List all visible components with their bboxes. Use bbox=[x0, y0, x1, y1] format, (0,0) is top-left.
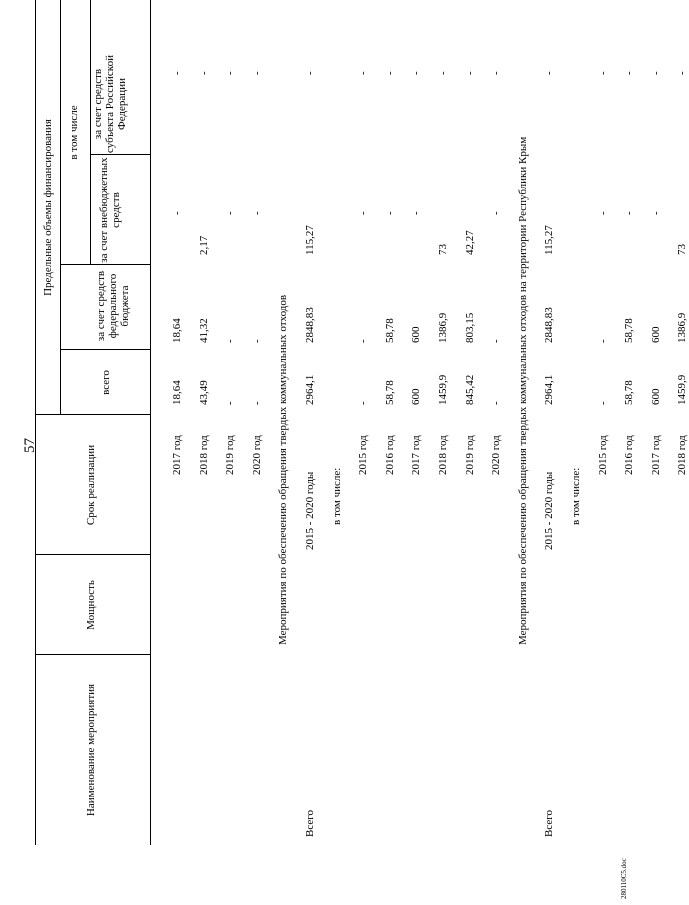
cell-extra: - bbox=[357, 71, 370, 75]
cell-extra: - bbox=[197, 71, 210, 75]
cell-extra: - bbox=[383, 71, 396, 75]
header-federal: за счет средств федерального бюджета bbox=[95, 270, 131, 342]
cell-regional: 115,27 bbox=[304, 225, 316, 255]
cell-period: 2019 год bbox=[224, 435, 237, 475]
cell-regional: 2,17 bbox=[197, 235, 210, 255]
cell-period: 2020 год bbox=[250, 435, 263, 475]
cell-total: - bbox=[250, 401, 263, 405]
cell-extra: - bbox=[304, 71, 316, 75]
cell-federal: 2848,83 bbox=[543, 307, 556, 343]
cell-federal: 803,15 bbox=[463, 312, 476, 343]
cell-total: 43,49 bbox=[197, 380, 210, 405]
cell-extra: - bbox=[410, 71, 423, 75]
cell-federal: - bbox=[224, 339, 237, 343]
cell-federal: 2848,83 bbox=[304, 307, 316, 343]
cell-name: Всего bbox=[543, 810, 556, 837]
cell-period: 2017 год bbox=[649, 435, 662, 475]
cell-period: 2018 год bbox=[437, 435, 449, 475]
cell-regional: - bbox=[596, 211, 609, 215]
cell-federal: - bbox=[250, 339, 263, 343]
cell-period: 2018 год bbox=[197, 435, 210, 475]
cell-regional: - bbox=[171, 211, 183, 215]
cell-federal: 600 bbox=[410, 326, 423, 343]
cell-period: 2015 год bbox=[357, 435, 370, 475]
cell-regional: - bbox=[623, 211, 636, 215]
cell-period: 2017 год bbox=[410, 435, 423, 475]
cell-total: 600 bbox=[410, 388, 423, 405]
cell-federal: 58,78 bbox=[383, 318, 396, 343]
header-capacity: Мощность bbox=[85, 580, 97, 630]
cell-period: 2018 год bbox=[676, 435, 689, 475]
cell-total: - bbox=[224, 401, 237, 405]
cell-federal: - bbox=[490, 339, 503, 343]
header-limits: Предельные объемы финансирования bbox=[42, 119, 54, 296]
cell-regional: - bbox=[224, 211, 237, 215]
cell-regional: 73 bbox=[676, 244, 689, 255]
cell-extra: - bbox=[596, 71, 609, 75]
header-extrabudget: за счет внебюджетных средств bbox=[98, 157, 122, 263]
cell-regional: 42,27 bbox=[463, 230, 476, 255]
cell-total: 2964,1 bbox=[304, 374, 316, 405]
section-title: Мероприятия по обеспечению обращения твердых коммунальных отходов на территории Республики Крым bbox=[516, 136, 529, 645]
header-bottom-border bbox=[150, 0, 151, 845]
cell-name: Всего bbox=[304, 810, 316, 837]
page-number: 57 bbox=[22, 438, 38, 453]
cell-extra: - bbox=[543, 71, 556, 75]
cell-extra: - bbox=[250, 71, 263, 75]
cell-total: 58,78 bbox=[623, 380, 636, 405]
cell-total: 2964,1 bbox=[543, 374, 556, 405]
limits-header-line bbox=[60, 0, 61, 415]
subheader-line bbox=[90, 0, 91, 265]
table-top-border bbox=[35, 0, 36, 845]
cell-federal: 600 bbox=[649, 326, 662, 343]
cell-total: 845,42 bbox=[463, 374, 476, 405]
cell-federal: 1386,9 bbox=[437, 312, 449, 343]
header-total: всего bbox=[100, 370, 112, 395]
cell-period: 2016 год bbox=[383, 435, 396, 475]
cell-total: 18,64 bbox=[171, 380, 183, 405]
cell-period: 2019 год bbox=[463, 435, 476, 475]
cell-period: 2015 - 2020 годы bbox=[543, 471, 556, 550]
cell-regional: - bbox=[250, 211, 263, 215]
cell-period: в том числе: bbox=[330, 467, 343, 525]
cell-extra: - bbox=[649, 71, 662, 75]
cell-total: 1459,9 bbox=[676, 374, 689, 405]
cell-total: - bbox=[596, 401, 609, 405]
cell-total: 1459,9 bbox=[437, 374, 449, 405]
cell-total: - bbox=[490, 401, 503, 405]
cell-regional: 73 bbox=[437, 244, 449, 255]
cell-federal: - bbox=[357, 339, 370, 343]
cell-extra: - bbox=[490, 71, 503, 75]
cell-federal: - bbox=[596, 339, 609, 343]
cell-extra: - bbox=[171, 71, 183, 75]
section-title: Мероприятия по обеспечению обращения твердых коммунальных отходов bbox=[277, 294, 290, 645]
cell-total: 600 bbox=[649, 388, 662, 405]
cell-extra: - bbox=[224, 71, 237, 75]
cell-period: 2016 год bbox=[623, 435, 636, 475]
cell-total: - bbox=[357, 401, 370, 405]
cell-period: 2015 год bbox=[596, 435, 609, 475]
header-period: Срок реализации bbox=[85, 444, 97, 526]
header-name: Наименование мероприятия bbox=[85, 683, 97, 817]
cell-federal: 18,64 bbox=[171, 318, 183, 343]
cell-extra: - bbox=[437, 71, 449, 75]
cell-period: 2017 год bbox=[171, 435, 183, 475]
cell-regional: - bbox=[357, 211, 370, 215]
cell-total: 58,78 bbox=[383, 380, 396, 405]
cell-regional: - bbox=[649, 211, 662, 215]
cell-extra: - bbox=[676, 71, 689, 75]
cell-regional: - bbox=[410, 211, 423, 215]
cell-regional: - bbox=[383, 211, 396, 215]
cell-regional: 115,27 bbox=[543, 225, 556, 255]
cell-federal: 41,32 bbox=[197, 318, 210, 343]
cell-period: 2020 год bbox=[490, 435, 503, 475]
cell-period: 2015 - 2020 годы bbox=[304, 471, 316, 550]
cell-federal: 1386,9 bbox=[676, 312, 689, 343]
cell-federal: 58,78 bbox=[623, 318, 636, 343]
cell-regional: - bbox=[490, 211, 503, 215]
header-regional: за счет средств субъекта Российской Федерации bbox=[92, 55, 128, 153]
cell-extra: - bbox=[463, 71, 476, 75]
cell-period: в том числе: bbox=[570, 467, 582, 525]
header-including: в том числе bbox=[68, 105, 80, 160]
cell-extra: - bbox=[623, 71, 636, 75]
footer-filename: 280110C5.doc bbox=[620, 858, 628, 899]
